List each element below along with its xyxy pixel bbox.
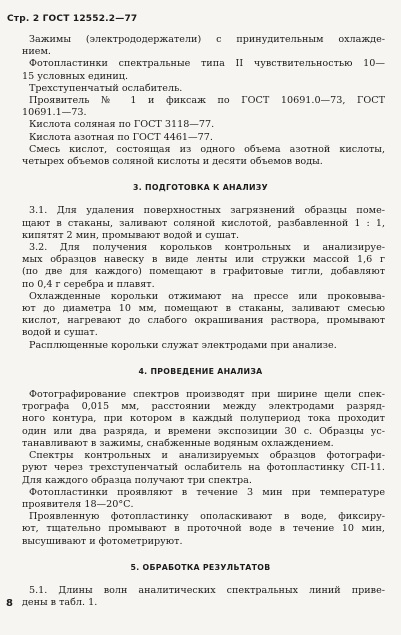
paragraph [0, 389, 401, 450]
text-line: четырех объемов соляной кислоты и десяти объемов воды. [22, 156, 323, 168]
text-line: дены в табл. 1. [22, 597, 98, 609]
paragraph [0, 340, 401, 352]
paragraph [0, 242, 401, 291]
paragraph [0, 144, 401, 168]
paragraph [0, 95, 401, 119]
text-line: ного контура, при котором в каждый полупериод тока проходит [22, 413, 385, 425]
text-line: 5.1. Длины волн аналитических спектральных линий приве- [29, 584, 385, 596]
paragraph [0, 132, 401, 144]
paragraph [0, 83, 401, 95]
section-4-body [0, 389, 401, 548]
text-line: Спектры контрольных и анализируемых образцов фотографи- [29, 450, 385, 462]
text-line: Проявитель № 1 и фиксаж по ГОСТ 10691.0—73, ГОСТ [29, 95, 385, 107]
text-line: 3.2. Для получения корольков контрольных и анализируе- [29, 242, 385, 254]
page-number: 8 [6, 598, 13, 609]
text-line: ют до диаметра 10 мм, помещают в стаканы, заливают смесью [22, 303, 385, 315]
text-line: Охлажденные корольки отжимают на прессе или проковыва- [29, 290, 385, 302]
text-line: нием. [22, 46, 51, 58]
text-line: Зажимы (электрододержатели) с принудительным охлажде- [29, 34, 385, 45]
text-line: Кислота азотная по ГОСТ 4461—77. [29, 131, 213, 143]
paragraph [0, 34, 401, 58]
text-line: один или два разряда, и времени экспозиции 30 с. Образцы ус- [22, 425, 385, 437]
text-line: водой и сушат. [22, 327, 98, 339]
text-line: Трехступенчатый ослабитель. [29, 82, 183, 94]
paragraph [0, 205, 401, 242]
paragraph [0, 487, 401, 511]
paragraph [0, 119, 401, 131]
paragraph [0, 58, 401, 82]
section-4-title: 4. ПРОВЕДЕНИЕ АНАЛИЗА [138, 366, 263, 376]
text-line: Смесь кислот, состоящая из одного объема азотной кислоты, [29, 143, 385, 155]
text-line: кислот, нагревают до слабого окрашивания раствора, промывают [22, 315, 385, 327]
page-header: Стр. 2 ГОСТ 12552.2—77 [7, 14, 138, 24]
intro-block [0, 34, 401, 168]
text-line: Расплющенные корольки служат электродами при анализе. [29, 339, 337, 351]
document-body [0, 34, 401, 609]
text-line: трографа 0,015 мм, расстоянии между электродами разряд- [22, 401, 385, 413]
text-line: Кислота соляная по ГОСТ 3118—77. [29, 119, 215, 131]
paragraph [0, 291, 401, 340]
text-line: высушивают и фотометрируют. [22, 535, 183, 547]
paragraph [0, 511, 401, 548]
text-line: Фотопластинки спектральные типа II чувствительностью 10— [29, 58, 385, 70]
text-line: Проявленную фотопластинку ополаскивают в воде, фиксиру- [29, 511, 385, 523]
text-line: (по две для каждого) помещают в графитовые тигли, добавляют [22, 266, 385, 278]
text-line: кипятят 2 мин, промывают водой и сушат. [22, 229, 240, 241]
section-3-body [0, 205, 401, 351]
text-line: по 0,4 г серебра и плавят. [22, 278, 155, 290]
text-line: 10691.1—73. [22, 107, 87, 119]
text-line: 15 условных единиц. [22, 70, 129, 82]
text-line: мых образцов навеску в виде ленты или стружки массой 1,6 г [22, 254, 385, 266]
text-line: танавливают в зажимы, снабженные водяным охлаждением. [22, 437, 334, 449]
text-line: руют через трехступенчатый ослабитель на фотопластинку СП-11. [22, 462, 385, 474]
text-line: проявителя 18—20°С. [22, 498, 134, 510]
text-line: щают в стаканы, заливают соляной кислотой, разбавленной 1 : 1, [22, 217, 385, 229]
section-3-title: 3. ПОДГОТОВКА К АНАЛИЗУ [133, 183, 268, 193]
paragraph [0, 450, 401, 487]
text-line: Фотопластинки проявляют в течение 3 мин при температуре [29, 486, 385, 498]
text-line: Для каждого образца получают три спектра. [22, 474, 252, 486]
section-5-title: 5. ОБРАБОТКА РЕЗУЛЬТАТОВ [130, 562, 271, 572]
text-line: Фотографирование спектров производят при ширине щели спек- [29, 389, 385, 401]
text-line: ют, тщательно промывают в проточной воде в течение 10 мин, [22, 523, 385, 535]
text-line: 3.1. Для удаления поверхностных загрязнений образцы поме- [29, 205, 385, 217]
section-5-body [0, 585, 401, 609]
paragraph [0, 585, 401, 609]
